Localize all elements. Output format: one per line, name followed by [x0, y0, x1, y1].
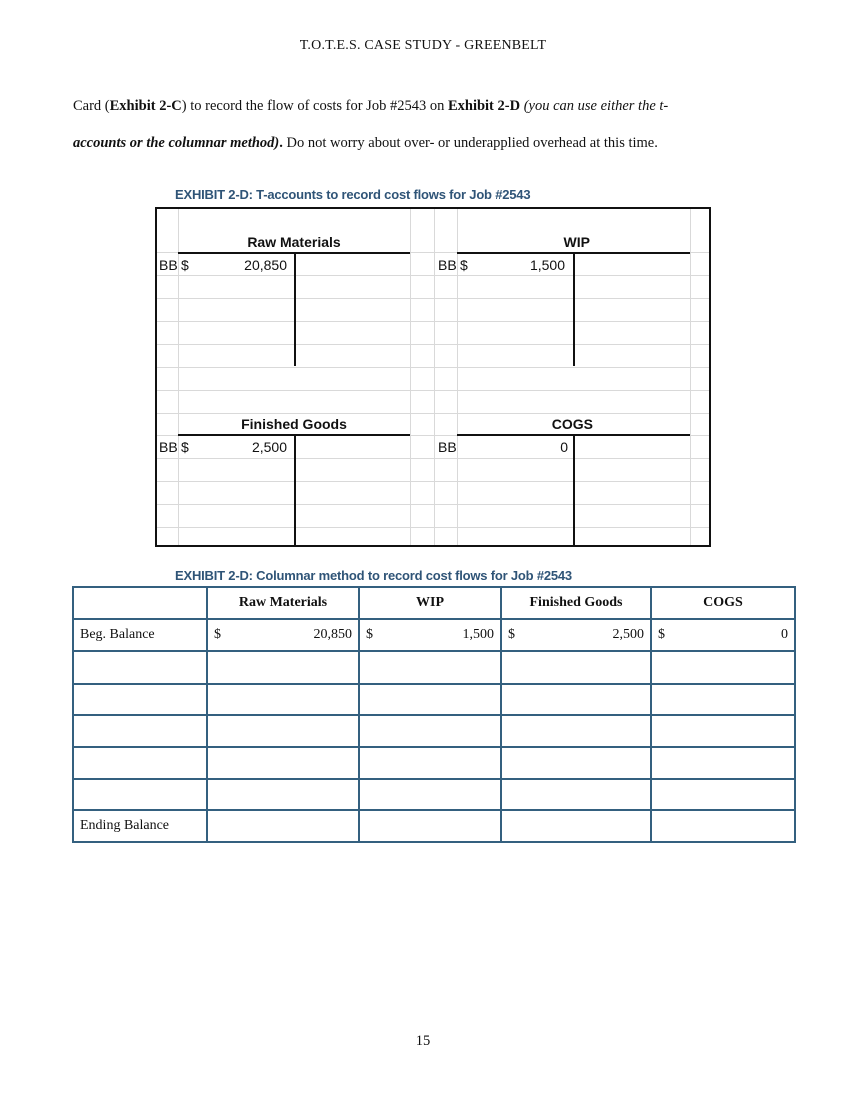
finished-goods-bb: BB [159, 439, 178, 455]
raw-materials-bb-value: 20,850 [244, 257, 287, 273]
instruction-line-2: accounts or the columnar method). Do not worry about over- or underapplied overhead at this time. [73, 135, 658, 151]
page-number: 15 [415, 1033, 431, 1049]
finished-goods-title: Finished Goods [241, 416, 347, 432]
header-blank [73, 587, 207, 619]
finished-goods-t-stem [294, 434, 296, 547]
finished-goods-dollar: $ [181, 439, 189, 455]
cogs-bb: BB [438, 439, 457, 455]
instruction-line-1: Card (Exhibit 2-C) to record the flow of costs for Job #2543 on Exhibit 2-D (you can use either the t- [73, 98, 669, 114]
cogs-t-stem [573, 434, 575, 547]
columnar-caption: EXHIBIT 2-D: Columnar method to record cost flows for Job #2543 [175, 568, 572, 583]
table-row [73, 651, 795, 684]
beg-balance-row [73, 619, 795, 651]
wip-bb-value: 1,500 [529, 257, 565, 273]
t-accounts-grid [155, 207, 711, 547]
header-wip: WIP [359, 587, 501, 619]
raw-materials-bb: BB [159, 257, 178, 273]
ending-balance-row [73, 810, 795, 842]
columnar-table [72, 586, 796, 843]
wip-bb: BB [438, 257, 457, 273]
header-cogs: COGS [651, 587, 795, 619]
beg-wip: $ 1,500 [359, 619, 501, 651]
wip-dollar: $ [460, 257, 468, 273]
table-header-row [73, 587, 795, 619]
cogs-title: COGS [551, 416, 593, 432]
raw-materials-t-stem [294, 252, 296, 366]
raw-materials-dollar: $ [181, 257, 189, 273]
t-accounts-caption: EXHIBIT 2-D: T-accounts to record cost flows for Job #2543 [175, 187, 531, 202]
beg-finished-goods: $ 2,500 [501, 619, 651, 651]
wip-title: WIP [563, 234, 590, 250]
finished-goods-bb-value: 2,500 [251, 439, 287, 455]
table-row [73, 684, 795, 715]
beg-balance-label: Beg. Balance [73, 619, 207, 651]
cogs-bb-value: 0 [560, 439, 568, 455]
beg-cogs: $ 0 [651, 619, 795, 651]
header-finished-goods: Finished Goods [501, 587, 651, 619]
table-row [73, 715, 795, 747]
beg-raw-materials: $ 20,850 [207, 619, 359, 651]
wip-t-stem [573, 252, 575, 366]
raw-materials-title: Raw Materials [247, 234, 341, 250]
header-raw-materials: Raw Materials [207, 587, 359, 619]
page-header: T.O.T.E.S. CASE STUDY - GREENBELT [299, 38, 547, 53]
table-row [73, 779, 795, 810]
ending-balance-label: Ending Balance [73, 810, 207, 842]
table-row [73, 747, 795, 779]
